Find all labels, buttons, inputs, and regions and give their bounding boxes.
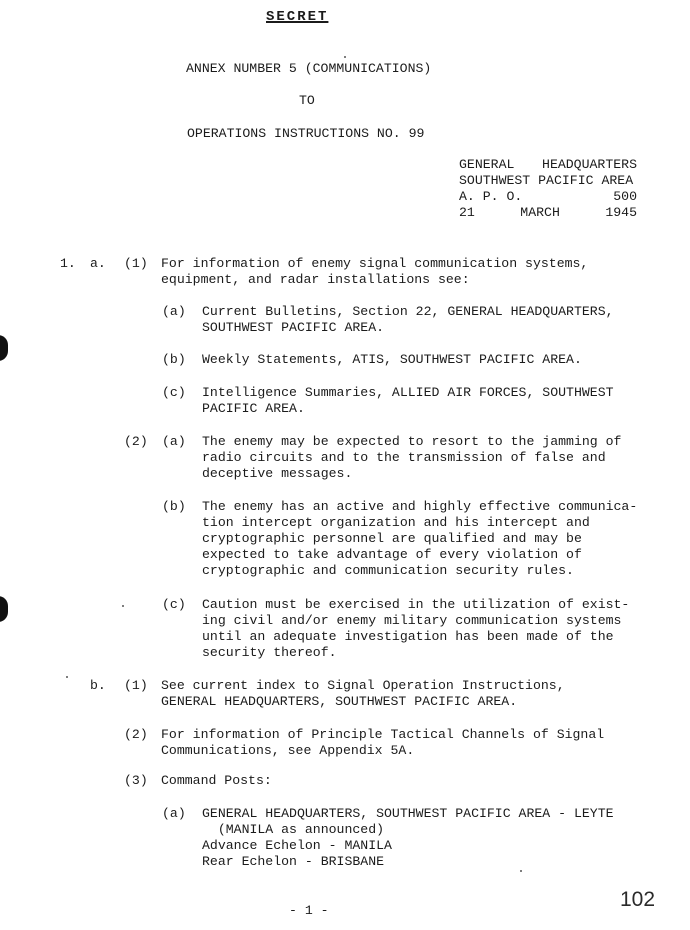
- text-line: For information of Principle Tactical Channels of Signal: [161, 727, 605, 742]
- scan-speck: [122, 605, 124, 607]
- hq-line1b: HEADQUARTERS: [542, 157, 637, 172]
- para-1a1-text: [161, 256, 588, 288]
- text-line: cryptographic personnel are qualified and may be: [202, 531, 582, 546]
- text-line: security thereof.: [202, 645, 337, 660]
- text-line: The enemy may be expected to resort to the jamming of: [202, 434, 622, 449]
- para-1-label: 1.: [60, 256, 76, 271]
- item-2a-label: (a): [162, 434, 186, 449]
- para-b1-text: [161, 678, 565, 710]
- text-line: ing civil and/or enemy military communication systems: [202, 613, 622, 628]
- text-line: cryptographic and communication security rules.: [202, 563, 574, 578]
- text-line: The enemy has an active and highly effective communica-: [202, 499, 638, 514]
- text-line: expected to take advantage of every violation of: [202, 547, 582, 562]
- text-line: until an adequate investigation has been made of the: [202, 629, 614, 644]
- hq-line4a: 21: [459, 205, 475, 220]
- hq-block: [459, 157, 637, 221]
- hq-line4c: 1945: [605, 205, 637, 220]
- item-b3a-text: [202, 806, 614, 870]
- text-line: GENERAL HEADQUARTERS, SOUTHWEST PACIFIC AREA.: [161, 694, 518, 709]
- text-line: Current Bulletins, Section 22, GENERAL HEADQUARTERS,: [202, 304, 614, 319]
- text-line: (MANILA as announced): [202, 822, 385, 837]
- para-b2-text: [161, 727, 604, 759]
- hq-line3b: 500: [613, 189, 637, 204]
- punch-hole: [0, 596, 8, 622]
- para-1a-label: a.: [90, 256, 106, 271]
- hq-line2: SOUTHWEST PACIFIC AREA: [459, 173, 634, 188]
- item-2a-text: [202, 434, 621, 482]
- item-2c-label: (c): [162, 597, 186, 612]
- item-2b-label: (b): [162, 499, 186, 514]
- para-2-label: (2): [124, 434, 148, 449]
- scan-speck: [520, 870, 522, 872]
- instructions-title: OPERATIONS INSTRUCTIONS NO. 99: [187, 126, 425, 141]
- text-line: Command Posts:: [161, 773, 272, 788]
- item-1b-label: (b): [162, 352, 186, 367]
- text-line: SOUTHWEST PACIFIC AREA.: [202, 320, 385, 335]
- item-2c-text: [202, 597, 629, 661]
- text-line: Caution must be exercised in the utilization of exist-: [202, 597, 630, 612]
- text-line: Weekly Statements, ATIS, SOUTHWEST PACIFIC AREA.: [202, 352, 582, 367]
- para-b3-label: (3): [124, 773, 148, 788]
- text-line: Communications, see Appendix 5A.: [161, 743, 415, 758]
- text-line: tion intercept organization and his intercept and: [202, 515, 590, 530]
- text-line: GENERAL HEADQUARTERS, SOUTHWEST PACIFIC AREA - LEYTE: [202, 806, 614, 821]
- text-line: Advance Echelon - MANILA: [202, 838, 392, 853]
- scan-speck: [344, 56, 346, 58]
- item-1c-text: [202, 385, 614, 417]
- annex-to: TO: [299, 93, 315, 108]
- handwritten-page-number: 102: [620, 888, 656, 911]
- annex-title: ANNEX NUMBER 5 (COMMUNICATIONS): [186, 61, 432, 76]
- item-1a-label: (a): [162, 304, 186, 319]
- punch-hole: [0, 335, 8, 361]
- para-b-label: b.: [90, 678, 106, 693]
- item-b3a-label: (a): [162, 806, 186, 821]
- text-line: See current index to Signal Operation Instructions,: [161, 678, 565, 693]
- text-line: Intelligence Summaries, ALLIED AIR FORCES, SOUTHWEST: [202, 385, 614, 400]
- item-1c-label: (c): [162, 385, 186, 400]
- text-line: equipment, and radar installations see:: [161, 272, 470, 287]
- text-line: deceptive messages.: [202, 466, 353, 481]
- page-number: - 1 -: [289, 903, 329, 918]
- text-line: PACIFIC AREA.: [202, 401, 305, 416]
- para-1a1-label: (1): [124, 256, 148, 271]
- item-1a-text: [202, 304, 614, 336]
- text-line: For information of enemy signal communication systems,: [161, 256, 589, 271]
- item-2b-text: [202, 499, 637, 579]
- text-line: radio circuits and to the transmission of false and: [202, 450, 606, 465]
- para-b2-label: (2): [124, 727, 148, 742]
- scan-speck: [66, 676, 68, 678]
- text-line: Rear Echelon - BRISBANE: [202, 854, 385, 869]
- para-b1-label: (1): [124, 678, 148, 693]
- classification-stamp: SECRET: [266, 9, 329, 25]
- item-1b-text: [202, 352, 582, 368]
- hq-line4b: MARCH: [520, 205, 560, 220]
- para-b3-text: [161, 773, 272, 789]
- hq-line1a: GENERAL: [459, 157, 515, 172]
- hq-line3a: A. P. O.: [459, 189, 523, 204]
